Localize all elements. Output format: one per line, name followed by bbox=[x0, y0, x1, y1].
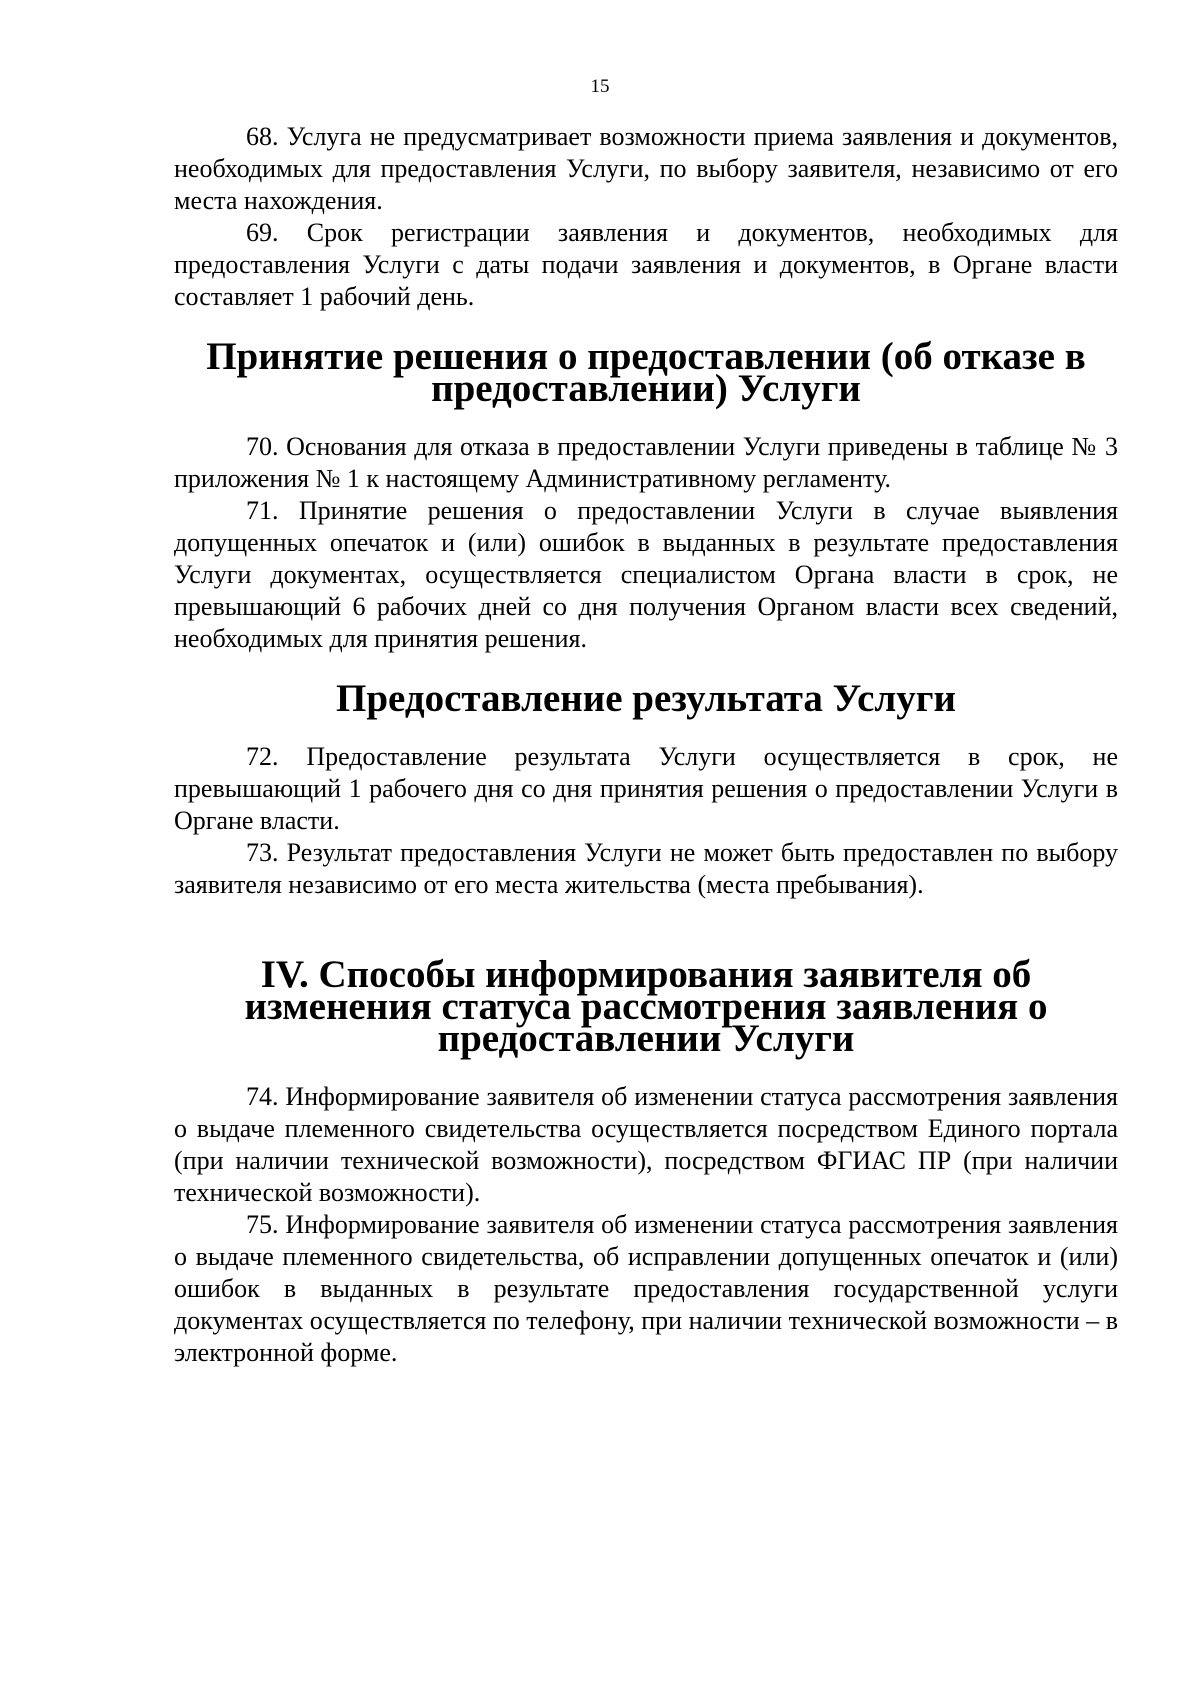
document-body bbox=[174, 121, 1118, 1369]
paragraph-74: 74. Информирование заявителя об изменении статуса рассмотрения заявления о выдаче племенного свидетельства осуществляется посредством Единого портала (при наличии технической возможности), посредством ФГИАС ПР (при наличии технической возможности). bbox=[174, 1082, 1118, 1207]
page-number: 15 bbox=[590, 76, 610, 97]
paragraph-69: 69. Срок регистрации заявления и документов, необходимых для предоставления Услуги с даты подачи заявления и документов, в Органе власти составляет 1 рабочий день. bbox=[174, 218, 1118, 311]
spacer bbox=[174, 901, 1118, 959]
paragraph-71: 71. Принятие решения о предоставлении Услуги в случае выявления допущенных опечаток и (или) ошибок в выданных в результате предоставления Услуги документах, осуществляется специалистом Органа власти в срок, не превышающий 6 рабочих дней со дня получения Органом власти всех сведений, необходимых для принятия решения. bbox=[174, 496, 1118, 653]
heading-section-iv: IV. Способы информирования заявителя об изменения статуса рассмотрения заявления о предоставлении Услуги bbox=[244, 953, 1048, 1060]
paragraph-75: 75. Информирование заявителя об изменении статуса рассмотрения заявления о выдаче племенного свидетельства, об исправлении допущенных опечаток и (или) ошибок в выданных в результате предоставления государственной услуги документах осуществляется по телефону, при наличии технической возможности – в электронной форме. bbox=[174, 1210, 1118, 1367]
paragraph-70: 70. Основания для отказа в предоставлении Услуги приведены в таблице № 3 приложения № 1 к настоящему Административному регламенту. bbox=[174, 432, 1118, 493]
heading-decision: Принятие решения о предоставлении (об отказе в предоставлении) Услуги bbox=[206, 335, 1086, 410]
paragraph-68: 68. Услуга не предусматривает возможности приема заявления и документов, необходимых для предоставления Услуги, по выбору заявителя, независимо от его места нахождения. bbox=[174, 122, 1118, 215]
paragraph-72: 72. Предоставление результата Услуги осуществляется в срок, не превышающий 1 рабочего дня со дня принятия решения о предоставлении Услуги в Органе власти. bbox=[174, 742, 1118, 835]
heading-result: Предоставление результата Услуги bbox=[336, 677, 956, 720]
paragraph-73: 73. Результат предоставления Услуги не может быть предоставлен по выбору заявителя независимо от его места жительства (места пребывания). bbox=[174, 838, 1118, 899]
